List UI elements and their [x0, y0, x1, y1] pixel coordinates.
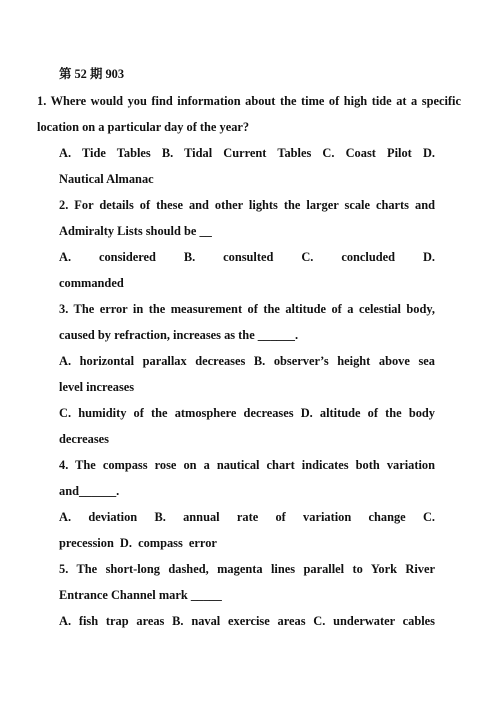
- question-1-options-line-2: Nautical Almanac: [59, 172, 154, 186]
- question-5-options-line-1: A. fish trap areas B. naval exercise areas C. underwater cables: [59, 614, 435, 628]
- question-2-options-line-2: commanded: [59, 276, 124, 290]
- question-3-options-line-4: decreases: [59, 432, 110, 446]
- question-5-line-2: Entrance Channel mark _____: [59, 588, 222, 602]
- question-2-options-line-1: A. considered B. consulted C. concluded D.: [59, 250, 435, 264]
- question-3-line-2: caused by refraction, increases as the ______.: [59, 328, 299, 342]
- question-1-options-line-1: A. Tide Tables B. Tidal Current Tables C. Coast Pilot D.: [59, 146, 435, 160]
- question-1-line-1: 1. Where would you find information about the time of high tide at a specific: [37, 94, 461, 108]
- question-4-options-line-2: precession D. compass error: [59, 536, 217, 550]
- question-3-options-line-2: level increases: [59, 380, 135, 394]
- question-2-line-2: Admiralty Lists should be __: [59, 224, 212, 238]
- question-3-line-1: 3. The error in the measurement of the altitude of a celestial body,: [59, 302, 435, 316]
- question-5-line-1: 5. The short-long dashed, magenta lines parallel to York River: [59, 562, 435, 576]
- question-1-line-2: location on a particular day of the year?: [37, 120, 250, 134]
- question-4-options-line-1: A. deviation B. annual rate of variation change C.: [59, 510, 435, 524]
- question-4-line-1: 4. The compass rose on a nautical chart indicates both variation: [59, 458, 435, 472]
- question-3-options-line-1: A. horizontal parallax decreases B. observer’s height above sea: [59, 354, 435, 368]
- question-4-line-2: and______.: [59, 484, 120, 498]
- question-2-line-1: 2. For details of these and other lights the larger scale charts and: [59, 198, 435, 212]
- question-3-options-line-3: C. humidity of the atmosphere decreases D. altitude of the body: [59, 406, 435, 420]
- issue-header: 第 52 期 903: [59, 67, 125, 81]
